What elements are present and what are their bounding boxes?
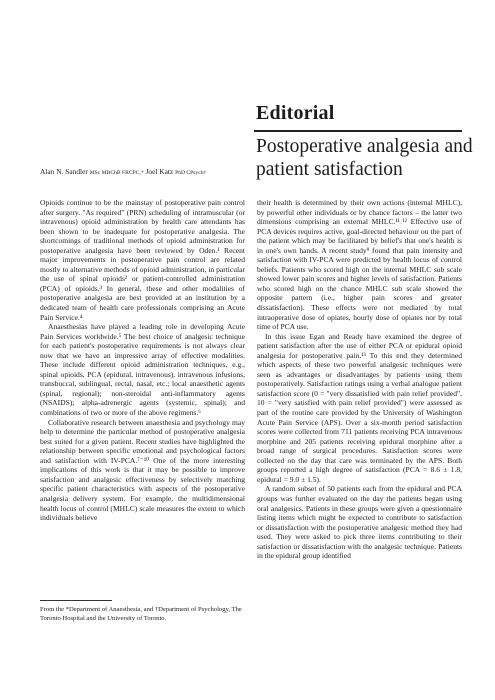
right-column (257, 198, 462, 561)
section-label: Editorial (256, 102, 335, 124)
article-title: Postoperative analgesia and patient satisfaction (256, 136, 473, 180)
body-paragraph: their health is determined by their own actions (internal MHLC), by powerful other individuals or by chance factors – the latter two dimensions comprising an external MHLC.¹¹˒¹² Effective use of PCA devices requires active, goal-directed behaviour on the part of the patient which may be facilitated by belief's that one's health is in one's own hands. A recent study⁹ found that pain intensity and satisfaction with IV-PCA were predicted by health locus of control beliefs. Patients who scored high on the internal MHLC sub scale showed lower pain scores and higher levels of satisfaction. Patients who scored high on the chance MHLC sub scale showed the opposite pattern (i.e., higher pain scores and greater dissatisfaction). These effects were not mediated by total intraoperative dose of opiates, hourly dose of opiates nor by total time of PCA use. (257, 198, 462, 332)
author-name: Joel Katz (145, 167, 174, 176)
author-name: Alan N. Sandler (40, 167, 88, 176)
body-paragraph: Opioids continue to be the mainstay of postoperative pain control after surgery. "As required" (PRN) scheduling of intramuscular (or intravenous) opioid administration by health care attendants has been shown to be inadequate for postoperative analgesia. The shortcomings of traditional methods of opioid administration for postoperative analgesia have been reviewed by Oden.¹ Recent major improvements in postoperative pain control are related mostly to alternative methods of opioid administration, in particular the use of spinal opioids² or patient-controlled administration (PCA) of opioids.³ In general, these and other modalities of postoperative analgesia are best provided at an institution by a dedicated team of health care professionals comprising an Acute Pain Service.⁴ (40, 198, 245, 322)
author-line (40, 167, 260, 178)
body-paragraph: Anaesthesias have played a leading role in developing Acute Pain Services worldwide.⁵ The best choice of analgesic technique for each patient's postoperative requirements is not always clear now that we have an impressive array of effective modalities. These include different opioid administration techniques, e.g., spinal opioids, PCA (epidural, intravenous), intravenous infusions, transbuccal, sublingual, rectal, nasal, etc.; local anaesthetic agents (spinal, regional); non-steroidal anti-inflammatory agents (NSAIDS); alpha-adrenergic agents (systemic, spinal); and combinations of two or more of the above regimens.⁶ (40, 322, 245, 418)
affiliation-footnote: From the *Department of Anaesthesia, and †Department of Psychology, The Toronto Hospital and the University of Toronto. (40, 606, 242, 622)
section-rule (254, 130, 462, 132)
left-column (40, 198, 245, 523)
body-paragraph: In this issue Egan and Ready have examined the degree of patient satisfaction after the use of either PCA or epidural opioid analgesia for postoperative pain.¹³ To this end they determined which aspects of these two powerful analgesic techniques were seen as advantages or disadvantages by patients using them postoperatively. Satisfaction ratings using a verbal analogue patient satisfaction score (0 = "very dissatisfied with pain relief provided", 10 = "very satisfied with pain relief provided") were assessed as part of the routine care provided by the University of Washington Acute Pain Service (APS). Over a six-month period satisfaction scores were collected from 711 patients receiving PCA intravenous morphine and 205 patients receiving epidural morphine after a broad range of surgical procedures. Satisfaction scores were collected on the day that care was terminated by the APS. Both groups reported a high degree of satisfaction (PCA = 8.6 ± 1.8, epidural = 9.0 ± 1.5). (257, 331, 462, 484)
body-paragraph: A random subset of 50 patients each from the epidural and PCA groups was further evaluated on the day the patients began using oral analgesics. Patients in these groups were given a questionnaire listing items which might be expected to contribute to satisfaction or dissatisfaction with the postoperative analgesic method they had used. They were asked to pick three items contributing to their satisfaction or dissatisfaction with the analgesic technique. Patients in the epidural group identified (257, 484, 462, 561)
author-qualifications: PhD CPsych† (175, 170, 207, 176)
footnote-divider (40, 600, 112, 601)
author-qualifications: MSc MBChB FRCPC,* (89, 170, 144, 176)
body-paragraph: Collaborative research between anaesthesia and psychology may help to determine the particular method of postoperative analgesia best suited for a given patient. Recent studies have highlighted the relationship between specific emotional and psychological factors and satisfaction with IV-PCA.⁷⁻¹⁰ One of the more interesting implications of this work is that it may be possible to improve satisfaction and analgesic effectiveness by selectively matching specific patient characteristics with aspects of the postoperative analgesia delivery system. For example, the multidimensional health locus of control (MHLC) scale measures the extent to which individuals believe (40, 417, 245, 523)
